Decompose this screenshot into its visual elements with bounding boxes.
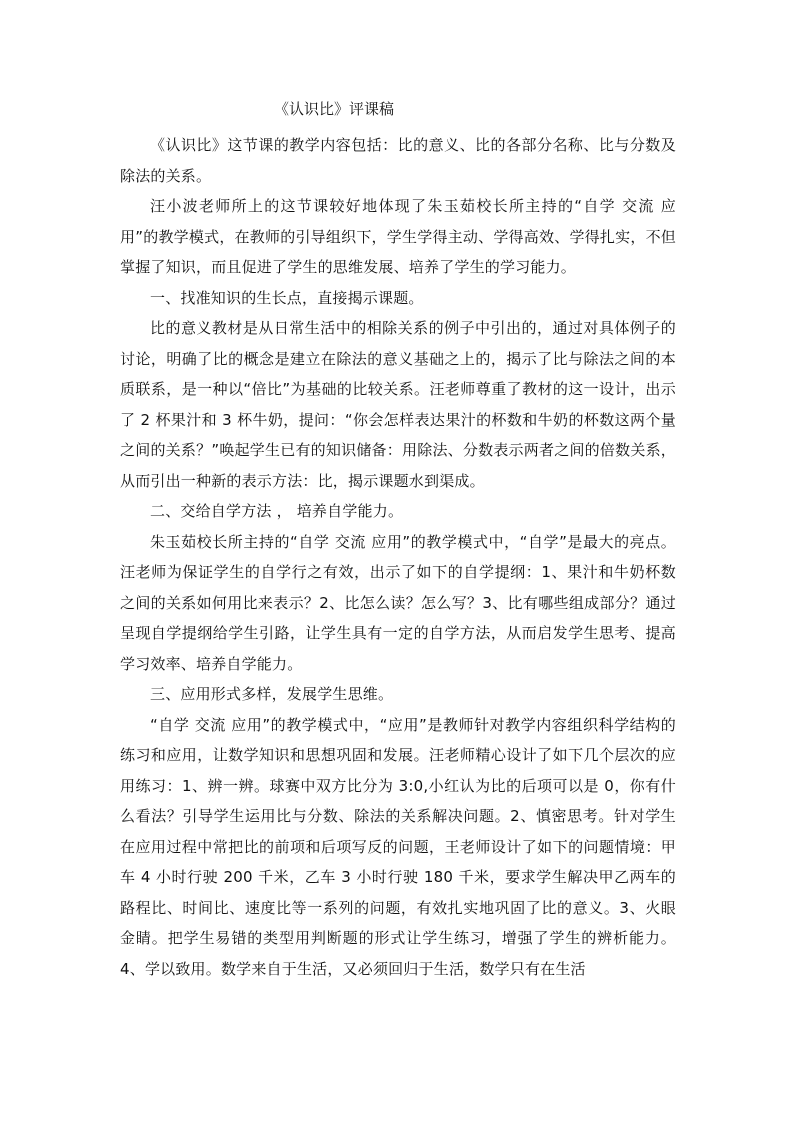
paragraph-section-1: 比的意义教材是从日常生活中的相除关系的例子中引出的，通过对具体例子的讨论，明确了比的概念是建立在除法的意义基础之上的，揭示了比与除法之间的本质联系，是一种以“倍比”为基础的比较关系。汪老师尊重了教材的这一设计，出示了 2 杯果汁和 3 杯牛奶，提问：“你会怎样表达果汁的杯数和牛奶的杯数这两个量之间的关系？”唤起学生已有的知识储备：用除法、分数表示两者之间的倍数关系，从而引出一种新的表示方法：比，揭示课题水到渠成。 <box>120 319 676 490</box>
document-body <box>120 130 676 984</box>
paragraph-section-3: “自学 交流 应用”的教学模式中，“应用”是教师针对教学内容组织科学结构的练习和应用，让数学知识和思想巩固和发展。汪老师精心设计了如下几个层次的应用练习：1、辨一辨。球赛中双方比分为 3:0,小红认为比的后项可以是 0，你有什么看法？引导学生运用比与分数、除法的关系解决问题。2、慎密思考。针对学生在应用过程中常把比的前项和后项写反的问题，王老师设计了如下的问题情境：甲车 4 小时行驶 200 千米，乙车 3 小时行驶 180 千米，要求学生解决甲乙两车的路程比、时间比、速度比等一系列的问题，有效扎实地巩固了比的意义。3、火眼金睛。把学生易错的类型用判断题的形式让学生练习，增强了学生的辨析能力。4、学以致用。数学来自于生活，又必须回归于生活，数学只有在生活 <box>120 715 676 978</box>
paragraph-section-2: 朱玉茹校长所主持的“自学 交流 应用”的教学模式中，“自学”是最大的亮点。汪老师为保证学生的自学行之有效，出示了如下的自学提纲：1、果汁和牛奶杯数之间的关系如何用比来表示？2、比怎么读？怎么写？3、比有哪些组成部分？通过呈现自学提纲给学生引路，让学生具有一定的自学方法，从而启发学生思考、提高学习效率、培养自学能力。 <box>120 532 676 673</box>
section-heading-2: 二、交给自学方法 ， 培养自学能力。 <box>150 502 404 520</box>
paragraph-intro: 《认识比》这节课的教学内容包括：比的意义、比的各部分名称、比与分数及除法的关系。 <box>120 136 676 185</box>
paragraph-overview: 汪小波老师所上的这节课较好地体现了朱玉茹校长所主持的“自学 交流 应用”的教学模式，在教师的引导组织下，学生学得主动、学得高效、学得扎实，不但掌握了知识，而且促进了学生的思维发展、培养了学生的学习能力。 <box>120 197 676 276</box>
section-heading-1: 一、找准知识的生长点，直接揭示课题。 <box>150 288 424 307</box>
document-title: 《认识比》评课稿 <box>274 100 395 118</box>
section-heading-3: 三、应用形式多样，发展学生思维。 <box>150 685 394 703</box>
